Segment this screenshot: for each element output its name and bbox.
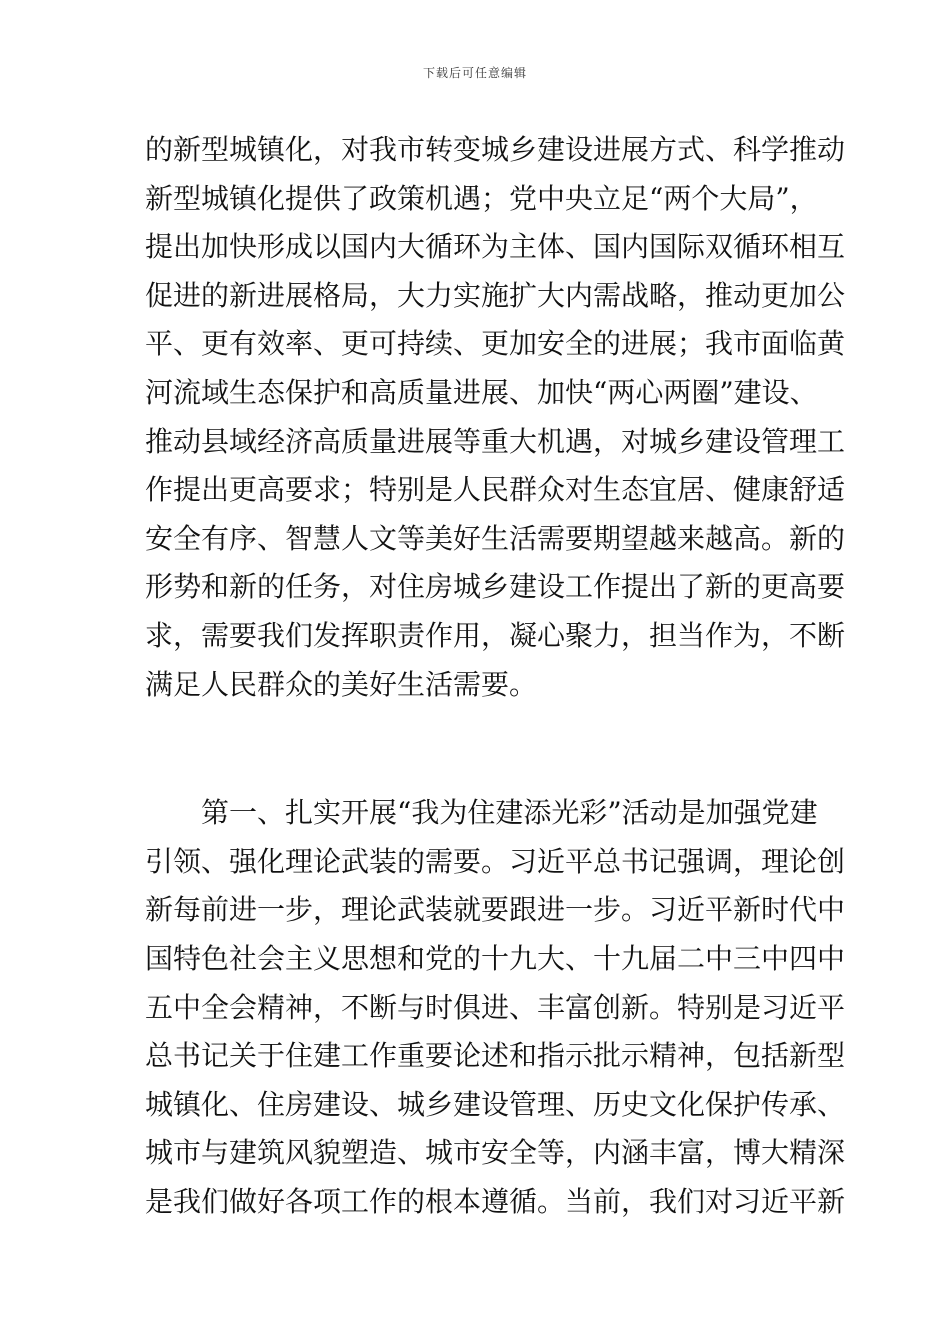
paragraph-line: 五中全会精神，不断与时俱进、丰富创新。特别是习近平: [145, 990, 846, 1024]
paragraph-line: 安全有序、智慧人文等美好生活需要期望越来越高。新的: [145, 521, 846, 555]
paragraph-line: 总书记关于住建工作重要论述和指示批示精神，包括新型: [145, 1039, 846, 1073]
paragraph-line: 国特色社会主义思想和党的十九大、十九届二中三中四中: [145, 941, 846, 975]
document-body: [145, 126, 846, 1226]
paragraph-line: 城市与建筑风貌塑造、城市安全等，内涵丰富，博大精深: [145, 1136, 846, 1170]
paragraph-line: 满足人民群众的美好生活需要。: [145, 667, 538, 701]
paragraph-1: [145, 126, 846, 709]
paragraph-line: 推动县域经济高质量进展等重大机遇，对城乡建设管理工: [145, 424, 846, 458]
paragraph-2: [145, 789, 846, 1226]
paragraph-line: 促进的新进展格局，大力实施扩大内需战略，推动更加公: [145, 278, 846, 312]
paragraph-line: 城镇化、住房建设、城乡建设管理、历史文化保护传承、: [145, 1087, 846, 1121]
paragraph-line: 平、更有效率、更可持续、更加安全的进展；我市面临黄: [145, 327, 846, 361]
page-header-note: 下载后可任意编辑: [422, 66, 527, 80]
paragraph-line: 是我们做好各项工作的根本遵循。当前，我们对习近平新: [145, 1184, 846, 1218]
paragraph-line: 求，需要我们发挥职责作用，凝心聚力，担当作为，不断: [145, 618, 846, 652]
paragraph-line: 新型城镇化提供了政策机遇；党中央立足“两个大局”，: [145, 181, 818, 215]
paragraph-line: 新每前进一步，理论武装就要跟进一步。习近平新时代中: [145, 893, 846, 927]
paragraph-line: 引领、强化理论武装的需要。习近平总书记强调，理论创: [145, 844, 846, 878]
paragraph-line: 作提出更高要求；特别是人民群众对生态宜居、健康舒适: [145, 473, 846, 507]
paragraph-spacer: [145, 709, 815, 789]
paragraph-line: 河流域生态保护和高质量进展、加快“两心两圈”建设、: [145, 375, 818, 409]
paragraph-line: 第一、扎实开展“我为住建添光彩”活动是加强党建: [201, 796, 818, 830]
paragraph-line: 提出加快形成以国内大循环为主体、国内国际双循环相互: [145, 230, 846, 264]
paragraph-line: 的新型城镇化，对我市转变城乡建设进展方式、科学推动: [145, 133, 846, 166]
paragraph-line: 形势和新的任务，对住房城乡建设工作提出了新的更高要: [145, 570, 846, 604]
